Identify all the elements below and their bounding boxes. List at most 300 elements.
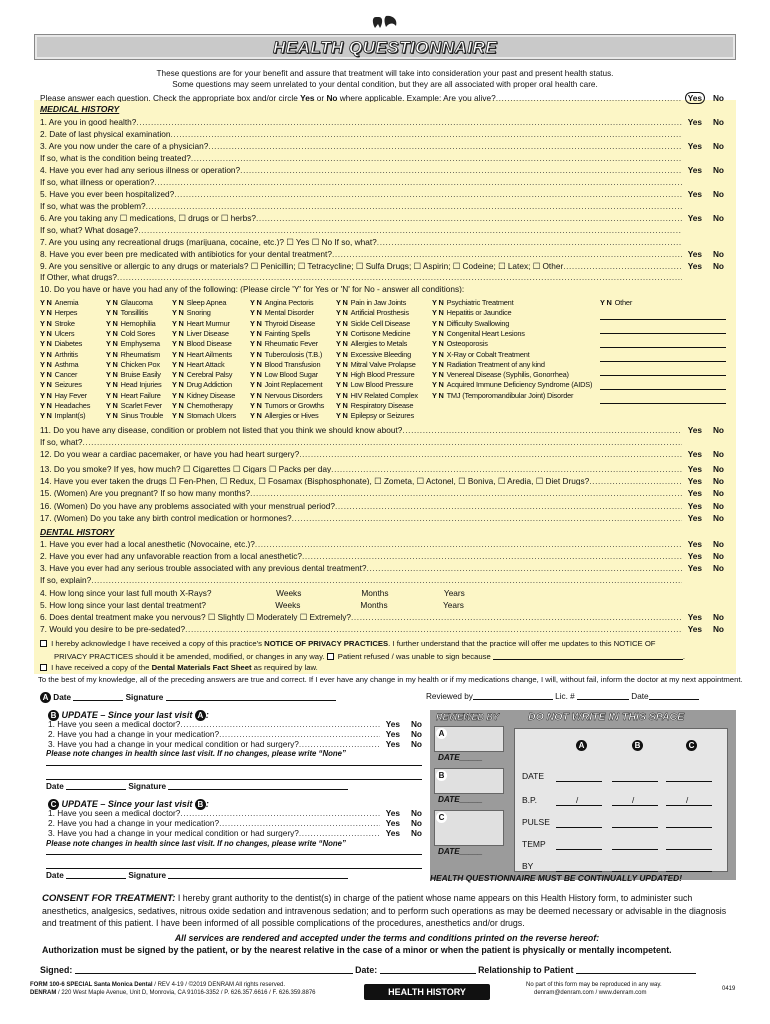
condition-item[interactable] [250,330,310,337]
condition-item[interactable] [432,392,573,399]
condition-item[interactable] [40,309,77,316]
condition-item[interactable] [432,309,511,316]
dental-q-row-yes[interactable]: Yes [687,551,702,561]
medical-q-row-text: 2. Date of last physical examination ..... [40,130,682,138]
yn-choice[interactable]: Y N [250,318,262,328]
update-b-no[interactable]: No [410,719,422,729]
yn-choice[interactable]: Y N [336,328,348,338]
update-b-yes[interactable]: Yes [385,719,400,729]
condition-item[interactable] [40,392,87,399]
condition-item[interactable] [336,402,413,409]
yn-choice[interactable]: Y N [172,401,184,410]
condition-item[interactable] [432,299,513,306]
signature-field-a[interactable] [166,693,336,701]
yn-choice[interactable]: Y N [106,298,118,307]
condition-item[interactable] [40,361,78,368]
condition-item[interactable] [172,351,232,358]
medical-q-row [40,154,730,165]
medical-q-row-text: If so, what illness or operation? ..... [40,178,682,186]
update-c-yes[interactable]: Yes [385,808,400,818]
condition-item[interactable] [250,309,314,316]
yn-choice[interactable]: Y N [106,401,118,410]
medical-q-row [40,250,730,261]
medical-q-row-no[interactable]: No [712,476,724,486]
dental-q-row [40,564,730,575]
date-field-a[interactable] [73,693,123,701]
condition-label: Hepatitis or Jaundice [446,308,512,318]
medical-q-row [40,130,730,141]
yn-choice[interactable]: Y N [172,411,184,421]
condition-item[interactable] [106,309,148,316]
title-banner [34,34,736,60]
medical-q-row-text: 7. Are you using any recreational drugs (marijuana, cocaine, etc.)? ☐ Yes ☐ No If so, what? ..... [40,238,682,246]
condition-item[interactable] [250,361,320,368]
yn-choice[interactable]: Y N [250,380,262,390]
yn-choice[interactable]: Y N [172,370,184,380]
box-b-icon: B [436,770,447,781]
yn-choice[interactable]: Y N [250,298,262,307]
vitals-entry-line[interactable] [556,774,602,782]
condition-item[interactable] [250,351,322,358]
update-b-notes-line[interactable] [46,772,422,780]
update-c-text: 2. Have you had a change in your medication? ..... [48,819,380,827]
final-signature-field[interactable] [75,966,353,974]
other-condition-line[interactable] [600,382,726,390]
yn-choice[interactable]: Y N [172,359,184,369]
yn-choice[interactable]: Y N [172,298,184,307]
yn-choice[interactable]: Y N [336,349,348,359]
yn-choice[interactable]: Y N [432,308,444,318]
yn-choice[interactable]: Y N [336,359,348,369]
update-b-no[interactable]: No [410,739,422,749]
condition-label: Heart Murmur [186,318,230,328]
vitals-entry-line[interactable] [666,864,712,872]
medical-q-row-text: 12. Do you wear a cardiac pacemaker, or have you had heart surgery? ..... [40,450,682,458]
update-c-notes-line[interactable] [46,847,422,855]
other-condition-line[interactable] [600,326,726,334]
condition-item[interactable] [336,299,406,306]
medical-q-row-yes[interactable]: Yes [687,189,702,199]
condition-item[interactable] [336,309,409,316]
intro-line-2: Some questions may seem unrelated to your dental condition, but they are all associated with proper oral health care. [172,80,598,89]
condition-label: Thyroid Disease [264,318,315,328]
condition-item[interactable] [172,309,211,316]
lic-field[interactable] [577,692,629,700]
update-c-no[interactable]: No [410,808,422,818]
yn-choice[interactable]: Y N [432,339,444,349]
medical-q-row [40,178,730,189]
condition-item[interactable] [40,381,82,388]
condition-item[interactable] [336,351,411,358]
yn-choice[interactable]: Y N [336,380,348,390]
condition-label: HIV Related Complex [350,390,418,400]
medical-q-row-yes[interactable]: Yes [687,476,702,486]
yn-choice[interactable]: Y N [40,308,52,318]
condition-label: Pain in Jaw Joints [350,298,407,307]
signature-row-c: Date Signature [46,871,348,880]
condition-label: Ulcers [54,328,75,338]
condition-item[interactable] [106,381,162,388]
footer-contact: denram@denram.com / www.denram.com [534,990,647,996]
condition-item[interactable] [40,340,82,347]
condition-item[interactable] [106,340,160,347]
vitals-entry-line[interactable] [612,842,658,850]
office-use-box [430,710,736,883]
yn-choice[interactable]: Y N [172,390,184,400]
medical-q-row-yes[interactable]: Yes [687,501,702,511]
yn-choice[interactable]: Y N [250,339,262,349]
condition-label: Cerebral Palsy [186,370,233,380]
bp-slash: / [686,796,689,805]
dental-q-row-no[interactable]: No [712,624,724,634]
authorization-note: Authorization must be signed by the patient, or by the nearest relative in the case of a minor or when the patient is physically or mentally incompetent. [42,945,672,955]
medical-q-row-text: 9. Are you sensitive or allergic to any drugs or materials? ☐ Penicillin; ☐ Tetracycline; ☐ Sulfa Drugs; ☐ Aspirin; ☐ Codeine; ☐ Latex; ☐ Other ..... [40,262,682,270]
yn-choice[interactable]: Y N [250,401,262,410]
medical-q-row-text: 3. Are you now under the care of a physician? ..... [40,142,682,150]
yn-choice[interactable]: Y N [40,359,52,369]
medical-q-row-text: 6. Are you taking any ☐ medications, ☐ drugs or ☐ herbs? ..... [40,214,682,222]
condition-item[interactable] [172,412,236,419]
condition-item[interactable] [106,361,160,368]
condition-item[interactable] [250,392,322,399]
condition-item[interactable] [432,381,592,388]
dental-q-row-text: 7. Would you desire to be pre-sedated? ..... [40,625,682,633]
date-field-b[interactable] [66,782,126,790]
condition-item[interactable] [336,371,415,378]
refused-reason-field[interactable] [493,652,683,660]
medical-q-row-text: 17. (Women) Do you take any birth control medication or hormones? ..... [40,514,682,522]
condition-label: Bruise Easily [120,370,161,380]
yn-choice[interactable]: Y N [250,390,262,400]
dental-q-row-yes[interactable]: Yes [687,563,702,573]
other-condition-line[interactable] [600,396,726,404]
yn-choice[interactable]: Y N [432,370,444,380]
yn-choice[interactable]: Y N [250,359,262,369]
condition-item[interactable] [336,392,418,399]
yn-choice[interactable]: Y N [250,328,262,338]
yn-choice[interactable]: Y N [40,390,52,400]
medical-q-row-no[interactable]: No [712,141,724,151]
dental-q-row-text: 6. Does dental treatment make you nervous? ☐ Slightly ☐ Moderately ☐ Extremely? ..... [40,613,682,621]
vitals-entry-line[interactable] [612,774,658,782]
other-condition-line[interactable] [600,354,726,362]
yn-choice[interactable]: Y N [106,339,118,349]
yn-choice[interactable]: Y N [172,339,184,349]
yn-choice[interactable]: Y N [250,370,262,380]
medical-q-row-no[interactable]: No [712,513,724,523]
condition-label: Stroke [54,318,75,328]
circle-a-icon: A [40,692,51,703]
dental-q-row-text: If so, explain? ..... [40,576,682,584]
medical-q-row-text: If so, what? What dosage? ..... [40,226,682,234]
review-date-field[interactable] [649,692,699,700]
yn-choice[interactable]: Y N [336,390,348,400]
condition-item[interactable] [336,361,416,368]
condition-item[interactable] [172,320,230,327]
condition-item[interactable] [600,299,632,306]
dental-q-row-text: 3. Have you ever had any serious trouble associated with any previous dental treatment? ..... [40,564,682,572]
condition-item[interactable] [106,320,156,327]
vitals-temp-label: TEMP [522,839,546,849]
medical-q-row-no[interactable]: No [712,488,724,498]
medical-q-row [40,465,730,476]
yn-choice[interactable]: Y N [106,411,118,421]
condition-item[interactable] [250,412,319,419]
yn-choice[interactable]: Y N [106,380,118,390]
condition-label: Mental Disorder [264,308,314,318]
medical-q-row-yes[interactable]: Yes [687,141,702,151]
condition-item[interactable] [40,412,85,419]
vitals-entry-line[interactable] [556,820,602,828]
dental-q-row-no[interactable]: No [712,551,724,561]
medical-q-row-yes[interactable]: Yes [687,117,702,127]
dental-q-row-yes[interactable]: Yes [687,539,702,549]
yn-choice[interactable]: Y N [40,411,52,421]
condition-item[interactable] [250,402,324,409]
update-b-heading: B UPDATE – Since your last visit A : [48,710,209,721]
yn-choice[interactable]: Y N [250,349,262,359]
yn-choice[interactable]: Y N [106,370,118,380]
vitals-by-label: BY [522,861,534,871]
medical-q-row-yes[interactable]: Yes [687,213,702,223]
condition-item[interactable] [172,299,226,306]
update-c-no[interactable]: No [410,818,422,828]
yn-choice[interactable]: Y N [106,359,118,369]
yn-choice[interactable]: Y N [40,318,52,328]
condition-item[interactable] [432,371,569,378]
medical-q-row-yes[interactable]: Yes [687,464,702,474]
condition-item[interactable] [336,340,407,347]
condition-item[interactable] [106,299,153,306]
vitals-entry-line[interactable] [666,774,712,782]
dental-q-row-yes[interactable]: Yes [687,624,702,634]
condition-item[interactable] [40,402,90,409]
yn-choice[interactable]: Y N [432,349,444,359]
condition-item[interactable] [40,330,74,337]
medical-q-row [40,426,730,437]
vitals-entry-line[interactable] [556,864,602,872]
condition-item[interactable] [432,351,530,358]
yn-choice[interactable]: Y N [336,401,348,410]
vitals-entry-line[interactable] [556,842,602,850]
medical-q-row-yes[interactable]: Yes [687,261,702,271]
condition-item[interactable] [40,351,78,358]
condition-label: Radiation Treatment of any kind [446,359,545,369]
condition-item[interactable] [172,340,232,347]
yn-choice[interactable]: Y N [336,339,348,349]
condition-label: Implant(s) [54,411,86,421]
condition-label: Chicken Pox [120,359,160,369]
yn-choice[interactable]: Y N [172,308,184,318]
instruction-row: Please answer each question. Check the appropriate box and/or circle Yes or No where applicable. Example: Are you alive? ..... Yes No [40,94,730,105]
footer-form-line: FORM 100-6 SPECIAL Santa Monica Dental / REV 4-19 / ©2019 DENRAM All rights reserved. [30,982,286,988]
other-condition-line[interactable] [600,340,726,348]
medical-q-row-no[interactable]: No [712,501,724,511]
medical-q-row-text: If so, what was the problem? ..... [40,202,682,210]
yn-choice[interactable]: Y N [336,318,348,328]
medical-q-row-text: If so, what is the condition being treated? ..... [40,154,682,162]
medical-q-row-no[interactable]: No [712,261,724,271]
condition-item[interactable] [432,340,488,347]
vitals-entry-line[interactable] [556,798,602,806]
condition-item[interactable] [106,330,155,337]
medical-q-row-no[interactable]: No [712,449,724,459]
yn-choice[interactable]: Y N [172,328,184,338]
medical-q-row [40,118,730,129]
condition-item[interactable] [336,412,414,419]
condition-item[interactable] [336,381,413,388]
medical-q-row-yes[interactable]: Yes [687,249,702,259]
update-c-yes[interactable]: Yes [385,818,400,828]
footer-copyright: No part of this form may be reproduced in any way. [526,982,662,988]
patient-refused-checkbox[interactable] [327,653,334,660]
yn-choice[interactable]: Y N [432,359,444,369]
medical-q-row-yes[interactable]: Yes [687,425,702,435]
condition-label: Tonsillitis [120,308,148,318]
update-b-no[interactable]: No [410,729,422,739]
yn-choice[interactable]: Y N [250,308,262,318]
yn-choice[interactable]: Y N [172,318,184,328]
vitals-entry-line[interactable] [612,798,658,806]
condition-label: Hemophilia [120,318,156,328]
yn-choice[interactable]: Y N [106,318,118,328]
condition-item[interactable] [40,299,78,306]
condition-label: Head Injuries [120,380,162,390]
yn-choice[interactable]: Y N [432,318,444,328]
medical-q-row-yes[interactable]: Yes [687,513,702,523]
condition-item[interactable] [250,371,318,378]
intro-line-1: These questions are for your benefit and assure that treatment will take into consideration your past and present health status. [156,69,614,78]
yn-choice[interactable]: Y N [106,390,118,400]
yn-choice[interactable]: Y N [40,298,52,307]
yn-choice[interactable]: Y N [432,298,444,307]
signature-field-c[interactable] [168,871,348,879]
condition-item[interactable] [172,371,232,378]
yn-choice[interactable]: Y N [40,349,52,359]
yn-choice[interactable]: Y N [432,390,444,400]
condition-item[interactable] [432,320,509,327]
final-date-field[interactable] [380,966,476,974]
vitals-entry-line[interactable] [666,798,712,806]
yn-choice[interactable]: Y N [336,370,348,380]
medical-q-row-no[interactable]: No [712,425,724,435]
privacy-checkbox[interactable] [40,640,47,647]
medical-q-row-no[interactable]: No [712,189,724,199]
medical-q-row-yes[interactable]: Yes [687,165,702,175]
condition-label: Blood Transfusion [264,359,321,369]
yn-choice[interactable]: Y N [600,298,612,307]
dental-q-row-no[interactable]: No [712,612,724,622]
yn-choice[interactable]: Y N [40,328,52,338]
condition-item[interactable] [106,412,163,419]
update-b-yes[interactable]: Yes [385,729,400,739]
medical-q-row-no[interactable]: No [712,165,724,175]
yn-choice[interactable]: Y N [106,308,118,318]
condition-item[interactable] [250,340,318,347]
condition-item[interactable] [250,299,313,306]
condition-item[interactable] [40,371,77,378]
condition-label: Anemia [54,298,79,307]
condition-item[interactable] [250,320,315,327]
yn-choice[interactable]: Y N [40,370,52,380]
yn-choice[interactable]: Y N [250,411,262,421]
vitals-entry-line[interactable] [612,820,658,828]
other-condition-line[interactable] [600,312,726,320]
medical-q-row-no[interactable]: No [712,117,724,127]
other-condition-line[interactable] [600,368,726,376]
yn-choice[interactable]: Y N [106,349,118,359]
update-b-text: 3. Have you had a change in your medical condition or had surgery? ..... [48,740,380,748]
yn-choice[interactable]: Y N [40,380,52,390]
condition-label: Diabetes [54,339,83,349]
date-field-c[interactable] [66,871,126,879]
bp-slash: / [632,796,635,805]
vitals-entry-line[interactable] [666,820,712,828]
medical-q-row-yes[interactable]: Yes [687,449,702,459]
dental-q-row-no[interactable]: No [712,563,724,573]
consent-text: CONSENT FOR TREATMENT: I hereby grant authority to the dentist(s) in charge of the patient whose name appears on this Health History form, to administer such anesthetics, analgesics, sedatives, nitrous oxide sedation and intravenous sedation; and to perform such operations as may be deemed necessary or advisable in the diagnosis and treatment of this patient. I have been informed of all possible complications of the procedures, anesthetics and/or drugs. [42,893,727,928]
condition-item[interactable] [336,330,410,337]
dental-q-row-no[interactable]: No [712,539,724,549]
medical-q-row-no[interactable]: No [712,464,724,474]
condition-item[interactable] [432,330,525,337]
update-c-notes-line[interactable] [46,861,422,869]
reviewed-by-field[interactable] [473,692,553,700]
condition-label: Angina Pectoris [264,298,314,307]
yn-choice[interactable]: Y N [336,308,348,318]
condition-item[interactable] [106,351,160,358]
vitals-entry-line[interactable] [666,842,712,850]
condition-item[interactable] [432,361,545,368]
dental-q-row-yes[interactable]: Yes [687,612,702,622]
condition-item[interactable] [40,320,75,327]
medical-q-row-no[interactable]: No [712,249,724,259]
update-b-notes-line[interactable] [46,758,422,766]
condition-item[interactable] [172,402,233,409]
yn-choice[interactable]: Y N [172,380,184,390]
update-c-no[interactable]: No [410,828,422,838]
yn-choice[interactable]: Y N [172,349,184,359]
medical-q-row-no[interactable]: No [712,213,724,223]
relationship-field[interactable] [576,966,696,974]
condition-item[interactable] [172,361,224,368]
condition-item[interactable] [250,381,322,388]
medical-q-row-yes[interactable]: Yes [687,488,702,498]
condition-item[interactable] [172,330,229,337]
update-c-yes[interactable]: Yes [385,828,400,838]
condition-item[interactable] [172,381,232,388]
yn-choice[interactable]: Y N [40,401,52,410]
condition-item[interactable] [336,320,410,327]
update-b-yes[interactable]: Yes [385,739,400,749]
condition-item[interactable] [172,392,235,399]
condition-label: Liver Disease [186,328,229,338]
vitals-entry-line[interactable] [612,864,658,872]
signature-field-b[interactable] [168,782,348,790]
yn-choice[interactable]: Y N [336,298,348,307]
condition-item[interactable] [106,392,161,399]
yn-choice[interactable]: Y N [106,328,118,338]
yn-choice[interactable]: Y N [40,339,52,349]
condition-item[interactable] [106,371,161,378]
medical-history-heading: MEDICAL HISTORY [40,104,120,114]
fact-sheet-checkbox[interactable] [40,664,47,671]
condition-item[interactable] [106,402,162,409]
yn-choice[interactable]: Y N [432,328,444,338]
yn-choice[interactable]: Y N [432,380,444,390]
example-no: No [712,93,724,103]
yn-choice[interactable]: Y N [336,411,348,421]
